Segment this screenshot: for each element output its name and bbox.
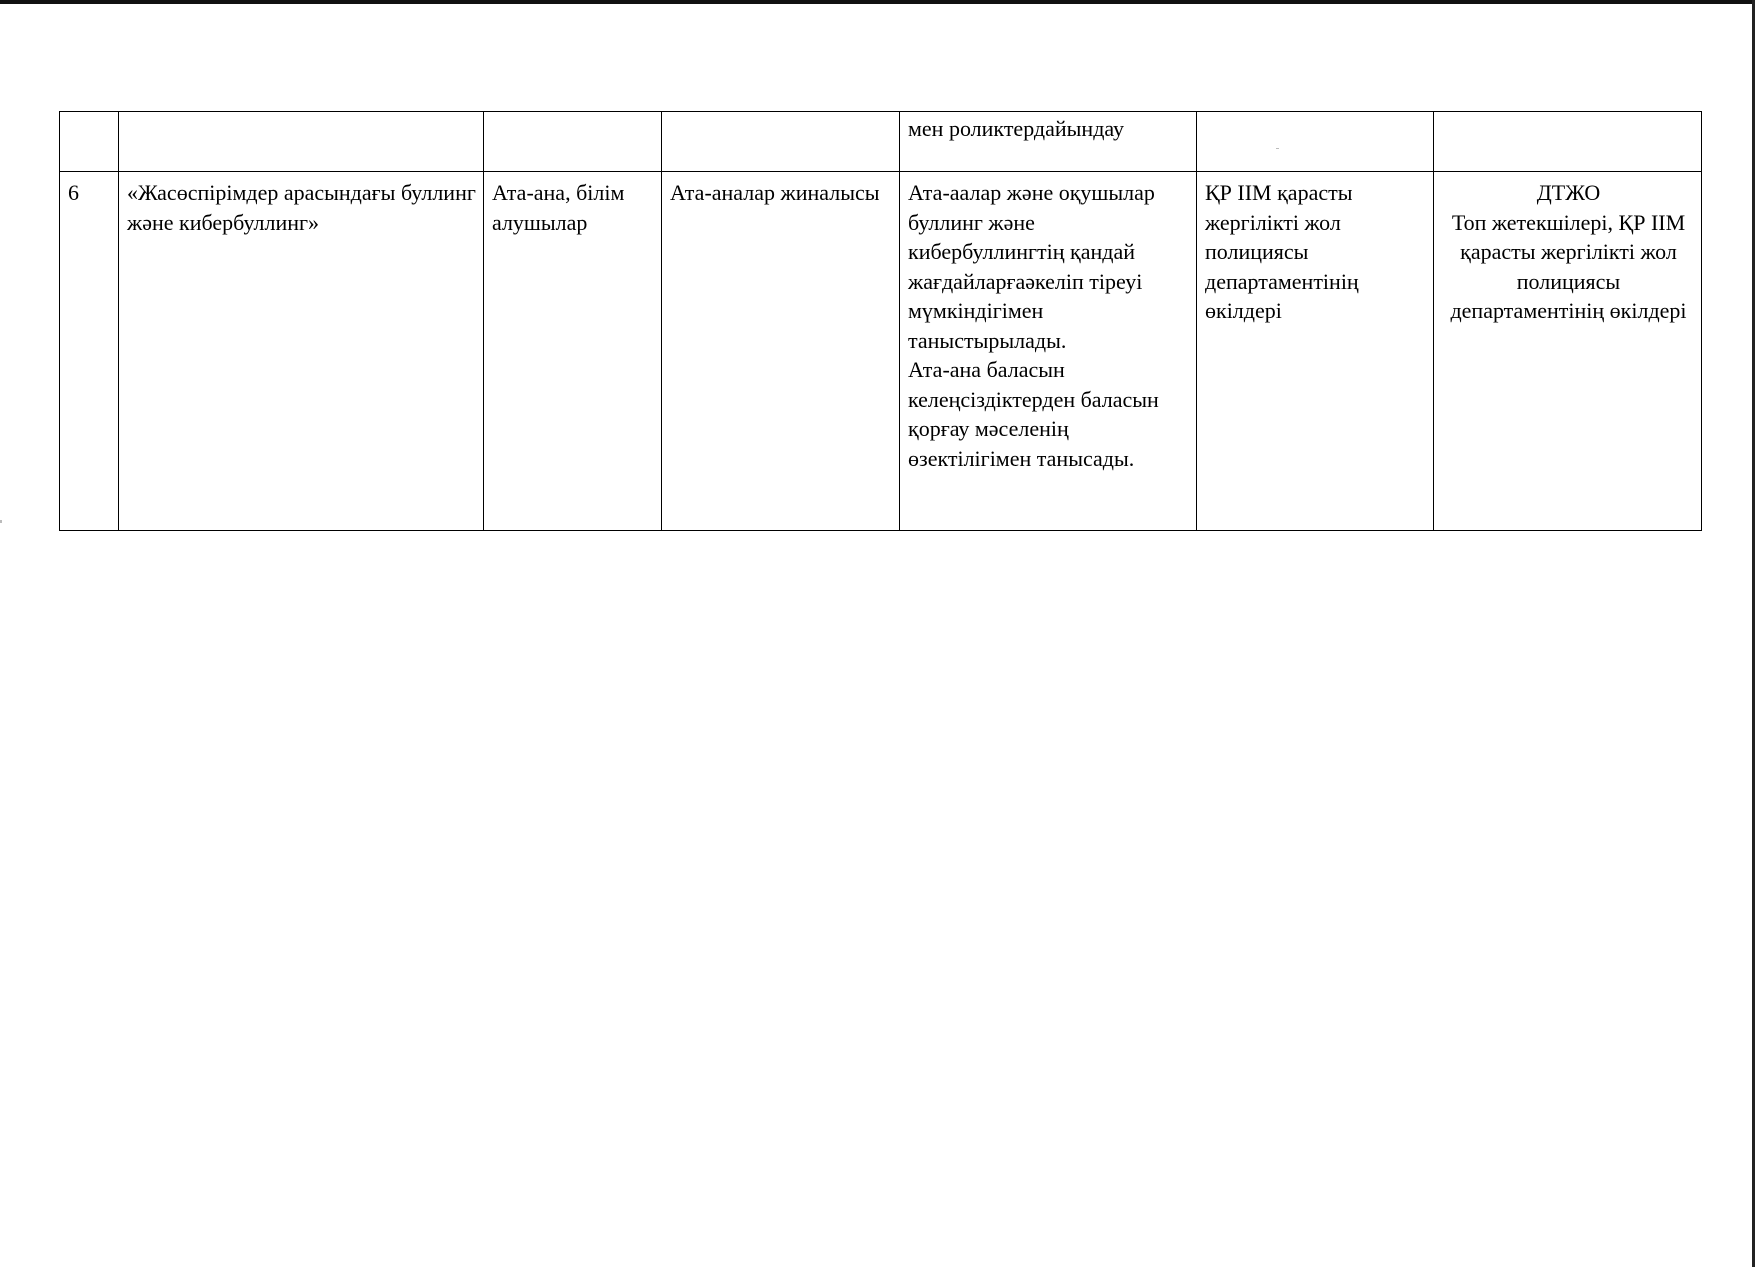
cell-audience (484, 112, 662, 172)
table-row (60, 112, 1702, 172)
cell-topic (119, 112, 484, 172)
cell-audience: Ата-ана, білім алушылар (484, 172, 662, 531)
cell-responsible (1434, 112, 1702, 172)
event-plan-table (59, 111, 1702, 531)
cell-description: мен роликтердайындау (900, 112, 1197, 172)
cell-description: Ата-аалар және оқушылар буллинг және кибербуллингтің қандай жағдайларғаәкеліп тіреуі мүмкіндігімен таныстырылады. Ата-ана баласын келеңсіздіктерден баласын қорғау мәселенің өзектілігімен танысады. (900, 172, 1197, 531)
cell-form (662, 112, 900, 172)
cell-partners (1197, 112, 1434, 172)
cell-number: 6 (60, 172, 119, 531)
cell-partners: ҚР ІІМ қарасты жергілікті жол полициясы департаментінің өкілдері (1197, 172, 1434, 531)
cell-topic: «Жасөспірімдер арасындағы буллинг және кибербуллинг» (119, 172, 484, 531)
cell-responsible: ДТЖО Топ жетекшілері, ҚР ІІМ қарасты жергілікті жол полициясы департаментінің өкілдері (1434, 172, 1702, 531)
scan-speck (0, 520, 2, 523)
cell-form: Ата-аналар жиналысы (662, 172, 900, 531)
scan-top-border (0, 0, 1755, 4)
cell-number (60, 112, 119, 172)
table-row (60, 172, 1702, 531)
